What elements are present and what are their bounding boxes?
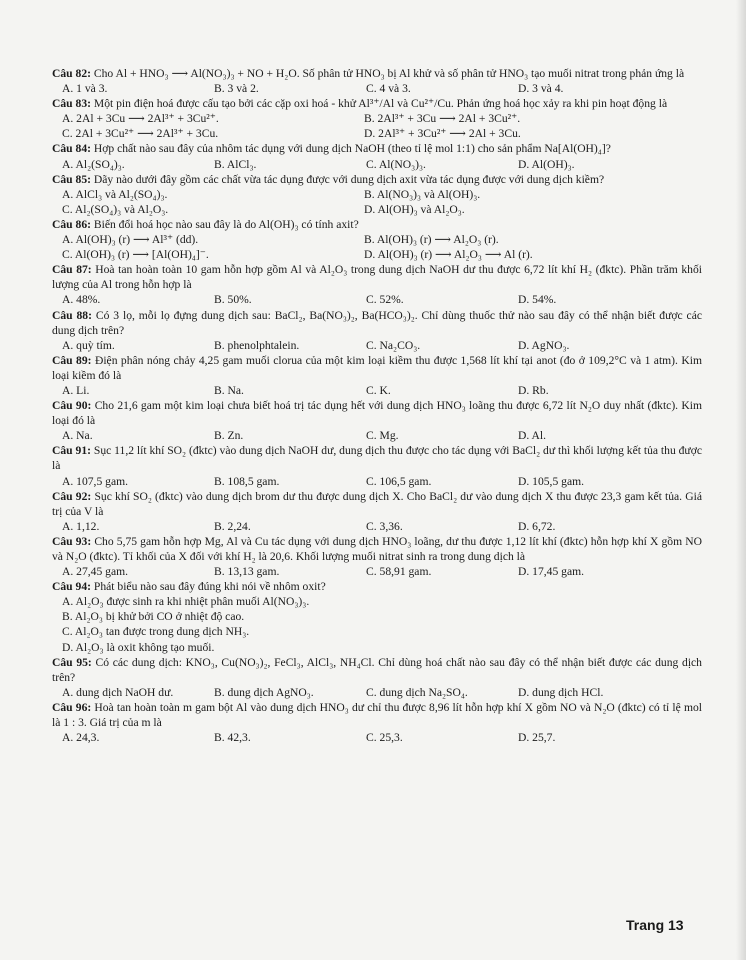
answer-options xyxy=(52,519,702,534)
page-number: Trang 13 xyxy=(626,917,684,933)
answer-option: B. phenolphtalein. xyxy=(214,338,300,352)
answer-option: A. Al₂(SO₄)₃. xyxy=(62,157,125,171)
answer-option: A. 2Al + 3Cu ⟶ 2Al³⁺ + 3Cu²⁺. xyxy=(62,112,219,126)
question-text: Cho 5,75 gam hỗn hợp Mg, Al và Cu tác dụng với dung dịch HNO₃ loãng, dư thu được 1,12 lít khí (đktc) hỗn hợp khí X gồm NO và N₂O (đktc). Tỉ khối của X đối với khí H₂ là 20,6. Khối lượng muối nitrat sinh ra trong dung dịch là xyxy=(52,534,702,563)
answer-option: D. 6,72. xyxy=(518,519,556,533)
answer-option: D. Al. xyxy=(518,429,547,443)
question-label: Câu 85: xyxy=(52,172,91,186)
answer-options xyxy=(52,594,702,654)
answer-option: D. Al(OH)₃ (r) ⟶ Al₂O₃ ⟶ Al (r). xyxy=(364,248,533,262)
answer-option: C. Al₂(SO₄)₃ và Al₂O₃. xyxy=(62,202,169,216)
question-item xyxy=(52,217,702,262)
answer-options xyxy=(52,157,702,172)
answer-option: B. 108,5 gam. xyxy=(214,474,280,488)
question-text: Có các dung dịch: KNO₃, Cu(NO₃)₂, FeCl₃, AlCl₃, NH₄Cl. Chỉ dùng hoá chất nào sau đây có thể nhận biết được các dung dịch trên? xyxy=(52,655,702,684)
question-item xyxy=(52,489,702,534)
question-stem xyxy=(52,96,702,111)
question-stem xyxy=(52,655,702,685)
answer-options xyxy=(52,111,702,141)
question-label: Câu 82: xyxy=(52,67,91,80)
answer-option: D. AgNO₃. xyxy=(518,338,570,352)
question-text: Phát biểu nào sau đây đúng khi nói về nhôm oxit? xyxy=(93,580,326,594)
question-stem xyxy=(52,700,702,730)
answer-option: B. 2Al³⁺ + 3Cu ⟶ 2Al + 3Cu²⁺. xyxy=(364,112,521,126)
answer-option: B. Al(NO₃)₃ và Al(OH)₃. xyxy=(364,187,481,201)
answer-option: C. Al₂O₃ tan được trong dung dịch NH₃. xyxy=(62,625,250,639)
answer-option: B. Zn. xyxy=(214,429,244,443)
answer-option: B. AlCl₃. xyxy=(214,157,257,171)
answer-option: A. dung dịch NaOH dư. xyxy=(62,685,174,699)
question-label: Câu 96: xyxy=(52,700,92,714)
question-stem xyxy=(52,443,702,473)
question-text: Có 3 lọ, mỗi lọ đựng dung dịch sau: BaCl₂, Ba(NO₃)₂, Ba(HCO₃)₂. Chỉ dùng thuốc thử nào sau đây có thể nhận biết được các dung dịch trên? xyxy=(52,308,702,337)
question-text: Cho Al + HNO₃ ⟶ Al(NO₃)₃ + NO + H₂O. Số phân tử HNO₃ bị Al khử và số phân tử HNO₃ tạo muối nitrat trong phản ứng là xyxy=(93,67,685,80)
answer-option: B. Al(OH)₃ (r) ⟶ Al₂O₃ (r). xyxy=(364,233,499,247)
answer-option: A. Al₂O₃ được sinh ra khi nhiệt phân muối Al(NO₃)₃. xyxy=(62,595,310,609)
question-item xyxy=(52,262,702,307)
question-item xyxy=(52,655,702,700)
answer-option: C. 52%. xyxy=(366,293,404,307)
question-item xyxy=(52,308,702,353)
answer-options xyxy=(52,564,702,579)
answer-options xyxy=(52,474,702,489)
question-text: Hợp chất nào sau đây của nhôm tác dụng với dung dịch NaOH (theo tỉ lệ mol 1:1) cho sản phẩm Na[Al(OH)₄]? xyxy=(93,142,611,156)
question-stem xyxy=(52,66,702,81)
answer-option: A. 48%. xyxy=(62,293,101,307)
question-item xyxy=(52,579,702,654)
answer-option: C. Al(NO₃)₃. xyxy=(366,157,426,171)
answer-option: C. dung dịch Na₂SO₄. xyxy=(366,685,468,699)
question-label: Câu 90: xyxy=(52,399,92,413)
answer-option: B. 2,24. xyxy=(214,519,251,533)
question-item xyxy=(52,398,702,443)
answer-option: B. 3 và 2. xyxy=(214,82,259,96)
question-label: Câu 87: xyxy=(52,263,92,277)
question-stem xyxy=(52,172,702,187)
answer-option: A. 107,5 gam. xyxy=(62,474,129,488)
answer-option: C. Mg. xyxy=(366,429,399,443)
question-text: Hoà tan hoàn toàn m gam bột Al vào dung dịch HNO₃ dư chỉ thu được 8,96 lít hỗn hợp khí X gồm NO và N₂O (đktc) có tỉ lệ mol là 1 : 3. Giá trị của m là xyxy=(52,700,702,730)
answer-option: D. dung dịch HCl. xyxy=(518,685,604,699)
answer-option: A. 24,3. xyxy=(62,731,100,745)
question-item xyxy=(52,141,702,171)
question-label: Câu 95: xyxy=(52,655,92,669)
answer-option: D. Rb. xyxy=(518,383,549,397)
answer-options xyxy=(52,232,702,262)
answer-option: D. Al(OH)₃ và Al₂O₃. xyxy=(364,202,465,216)
question-stem xyxy=(52,489,702,519)
answer-option: B. 50%. xyxy=(214,293,252,307)
answer-option: C. 3,36. xyxy=(366,519,403,533)
answer-option: C. 4 và 3. xyxy=(366,82,411,96)
question-stem xyxy=(52,579,702,594)
answer-option: C. Na₂CO₃. xyxy=(366,338,421,352)
question-item xyxy=(52,172,702,217)
question-text: Một pin điện hoá được cấu tạo bởi các cặp oxi hoá - khử Al³⁺/Al và Cu²⁺/Cu. Phản ứng hoá học xảy ra khi pin hoạt động là xyxy=(93,97,668,111)
question-label: Câu 92: xyxy=(52,489,92,503)
question-stem xyxy=(52,262,702,292)
answer-option: A. 1 và 3. xyxy=(62,82,108,96)
answer-option: A. quỳ tím. xyxy=(62,338,115,352)
question-text: Dãy nào dưới đây gồm các chất vừa tác dụng được với dung dịch axit vừa tác dụng được với dung dịch kiềm? xyxy=(93,172,605,186)
answer-options xyxy=(52,428,702,443)
question-stem xyxy=(52,353,702,383)
question-stem xyxy=(52,141,702,156)
answer-option: A. Li. xyxy=(62,383,90,397)
answer-option: A. 27,45 gam. xyxy=(62,565,129,579)
question-item xyxy=(52,700,702,745)
answer-option: D. 54%. xyxy=(518,293,557,307)
question-text: Biến đổi hoá học nào sau đây là do Al(OH)₃ có tính axit? xyxy=(93,217,359,231)
question-stem xyxy=(52,308,702,338)
answer-option: B. 13,13 gam. xyxy=(214,565,280,579)
answer-options xyxy=(52,187,702,217)
question-stem xyxy=(52,217,702,232)
page-edge-shadow xyxy=(736,0,746,960)
answer-option: A. Na. xyxy=(62,429,93,443)
question-list xyxy=(52,66,702,745)
answer-option: C. K. xyxy=(366,383,391,397)
answer-option: C. 106,5 gam. xyxy=(366,474,432,488)
answer-option: B. 42,3. xyxy=(214,731,251,745)
question-label: Câu 94: xyxy=(52,580,91,594)
question-item xyxy=(52,96,702,141)
answer-option: B. Al₂O₃ bị khử bởi CO ở nhiệt độ cao. xyxy=(62,610,245,624)
answer-option: C. 25,3. xyxy=(366,731,403,745)
question-label: Câu 86: xyxy=(52,217,91,231)
answer-option: A. AlCl₃ và Al₂(SO₄)₃. xyxy=(62,187,168,201)
question-text: Sục 11,2 lít khí SO₂ (đktc) vào dung dịch NaOH dư, dung dịch thu được cho tác dụng với BaCl₂ dư thì khối lượng kết tủa thu được là xyxy=(52,444,702,473)
answer-option: D. 3 và 4. xyxy=(518,82,564,96)
question-label: Câu 88: xyxy=(52,308,92,322)
question-item xyxy=(52,353,702,398)
answer-option: D. 105,5 gam. xyxy=(518,474,585,488)
answer-option: C. Al(OH)₃ (r) ⟶ [Al(OH)₄]⁻. xyxy=(62,248,209,262)
answer-options xyxy=(52,730,702,745)
answer-option: D. 25,7. xyxy=(518,731,556,745)
question-label: Câu 83: xyxy=(52,97,91,111)
answer-options xyxy=(52,338,702,353)
answer-options xyxy=(52,383,702,398)
question-text: Hoà tan hoàn toàn 10 gam hỗn hợp gồm Al và Al₂O₃ trong dung dịch NaOH dư thu được 6,72 lít khí H₂ (đktc). Phần trăm khối lượng của Al trong hỗn hợp là xyxy=(52,263,702,292)
question-label: Câu 89: xyxy=(52,353,92,367)
question-label: Câu 93: xyxy=(52,534,92,548)
question-label: Câu 91: xyxy=(52,444,91,458)
answer-option: B. dung dịch AgNO₃. xyxy=(214,685,314,699)
answer-options xyxy=(52,292,702,307)
question-item xyxy=(52,443,702,488)
answer-option: D. Al(OH)₃. xyxy=(518,157,575,171)
answer-option: D. 2Al³⁺ + 3Cu²⁺ ⟶ 2Al + 3Cu. xyxy=(364,127,521,141)
question-stem xyxy=(52,398,702,428)
question-label: Câu 84: xyxy=(52,142,91,156)
question-text: Điện phân nóng chảy 4,25 gam muối clorua của một kim loại kiềm thu được 1,568 lít khí tại anot (đo ở 109,2°C và 1 atm). Kim loại kiềm đó là xyxy=(52,353,702,382)
question-item xyxy=(52,66,702,96)
question-item xyxy=(52,534,702,579)
question-text: Cho 21,6 gam một kim loại chưa biết hoá trị tác dụng hết với dung dịch HNO₃ loãng thu được 6,72 lít N₂O duy nhất (đktc). Kim loại đó là xyxy=(52,399,702,428)
answer-option: A. Al(OH)₃ (r) ⟶ Al³⁺ (dd). xyxy=(62,233,199,247)
answer-option: C. 58,91 gam. xyxy=(366,565,432,579)
answer-option: D. 17,45 gam. xyxy=(518,565,585,579)
question-text: Sục khí SO₂ (đktc) vào dung dịch brom dư thu được dung dịch X. Cho BaCl₂ dư vào dung dịch X thu được 23,3 gam kết tủa. Giá trị của V là xyxy=(52,489,702,518)
answer-options xyxy=(52,81,702,96)
answer-option: C. 2Al + 3Cu²⁺ ⟶ 2Al³⁺ + 3Cu. xyxy=(62,127,219,141)
answer-option: D. Al₂O₃ là oxit không tạo muối. xyxy=(62,640,215,654)
answer-option: A. 1,12. xyxy=(62,519,100,533)
answer-options xyxy=(52,685,702,700)
question-stem xyxy=(52,534,702,564)
answer-option: B. Na. xyxy=(214,383,244,397)
